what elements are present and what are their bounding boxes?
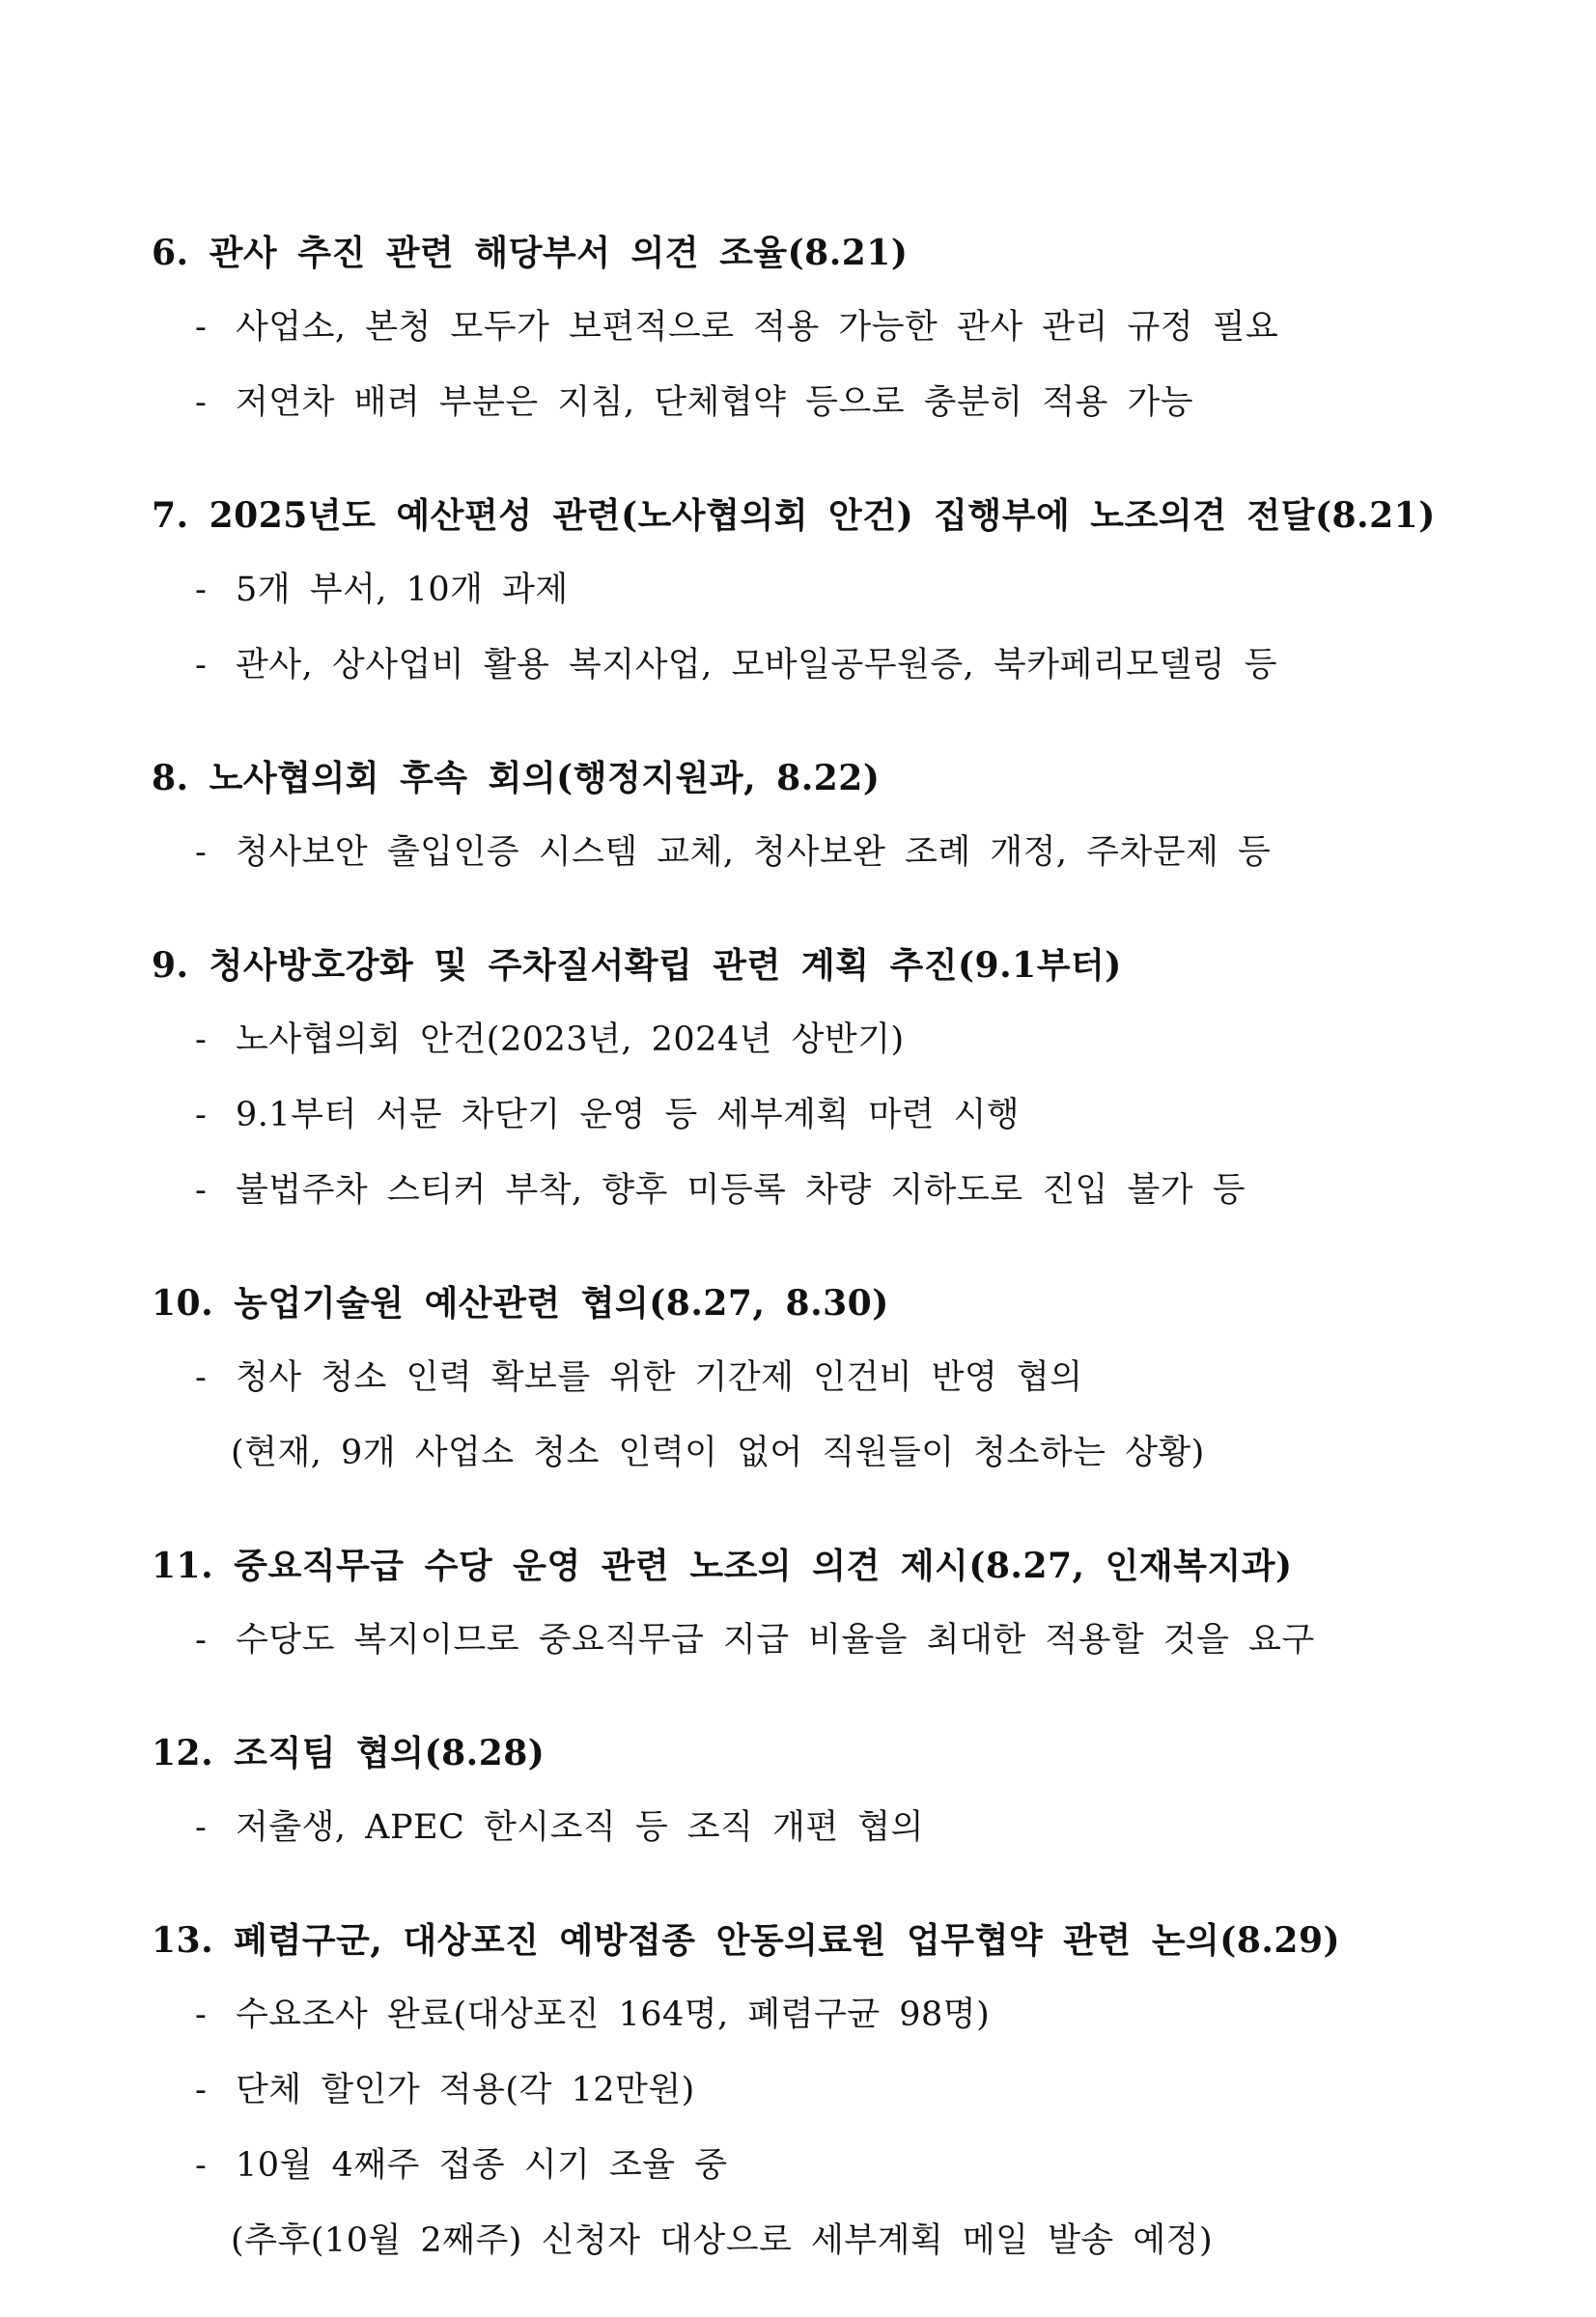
section-heading: 9. 청사방호강화 및 주차질서확립 관련 계획 추진(9.1부터) bbox=[152, 945, 1122, 986]
list-item bbox=[152, 290, 1503, 365]
bullet-dash: - bbox=[195, 2146, 208, 2185]
bullet-dash: - bbox=[195, 308, 208, 347]
section-11 bbox=[152, 1529, 1503, 1678]
bullet-dash: - bbox=[195, 1020, 208, 1059]
item-text: 저연차 배려 부분은 지침, 단체협약 등으로 충분히 적용 가능 bbox=[236, 383, 1194, 422]
section-8 bbox=[152, 741, 1503, 890]
item-text: 5개 부서, 10개 과제 bbox=[236, 571, 569, 609]
list-item bbox=[152, 1603, 1503, 1678]
section-12 bbox=[152, 1717, 1503, 1865]
list-item bbox=[152, 365, 1503, 440]
bullet-dash: - bbox=[195, 1096, 208, 1134]
list-item bbox=[152, 552, 1503, 628]
item-text: 노사협의회 안건(2023년, 2024년 상반기) bbox=[236, 1020, 905, 1059]
item-continuation: (현재, 9개 사업소 청소 인력이 없어 직원들이 청소하는 상황) bbox=[231, 1434, 1205, 1472]
list-item bbox=[152, 1077, 1503, 1153]
section-heading: 12. 조직팀 협의(8.28) bbox=[152, 1733, 546, 1773]
item-text: 10월 4째주 접종 시기 조율 중 bbox=[236, 2146, 728, 2185]
bullet-dash: - bbox=[195, 383, 208, 422]
bullet-dash: - bbox=[195, 1996, 208, 2034]
item-text: 사업소, 본청 모두가 보편적으로 적용 가능한 관사 관리 규정 필요 bbox=[236, 308, 1279, 347]
item-text: 관사, 상사업비 활용 복지사업, 모바일공무원증, 북카페리모델링 등 bbox=[236, 646, 1278, 684]
list-item bbox=[152, 2128, 1503, 2203]
list-item bbox=[152, 1790, 1503, 1865]
bullet-dash: - bbox=[195, 646, 208, 684]
item-text: 수당도 복지이므로 중요직무급 지급 비율을 최대한 적용할 것을 요구 bbox=[236, 1621, 1315, 1660]
list-item bbox=[152, 628, 1503, 703]
item-text: 청사보안 출입인증 시스템 교체, 청사보완 조례 개정, 주차문제 등 bbox=[236, 833, 1272, 872]
section-heading: 13. 폐렴구군, 대상포진 예방접종 안동의료원 업무협약 관련 논의(8.29) bbox=[152, 1920, 1341, 1961]
bullet-dash: - bbox=[195, 571, 208, 609]
section-heading: 6. 관사 추진 관련 해당부서 의견 조율(8.21) bbox=[152, 233, 909, 273]
bullet-dash: - bbox=[195, 1358, 208, 1397]
section-heading: 10. 농업기술원 예산관련 협의(8.27, 8.30) bbox=[152, 1283, 889, 1324]
list-item bbox=[152, 1340, 1503, 1415]
section-13 bbox=[152, 1904, 1503, 2278]
document-body bbox=[152, 216, 1503, 2317]
list-item bbox=[152, 1977, 1503, 2052]
list-item bbox=[152, 815, 1503, 890]
section-heading: 8. 노사협의회 후속 회의(행정지원과, 8.22) bbox=[152, 758, 881, 798]
section-6 bbox=[152, 216, 1503, 440]
item-text: 단체 할인가 적용(각 12만원) bbox=[236, 2071, 695, 2109]
section-7 bbox=[152, 479, 1503, 703]
bullet-dash: - bbox=[195, 1808, 208, 1847]
section-heading: 11. 중요직무급 수당 운영 관련 노조의 의견 제시(8.27, 인재복지과) bbox=[152, 1546, 1293, 1586]
list-item bbox=[152, 1002, 1503, 1077]
item-text: 불법주차 스티커 부착, 향후 미등록 차량 지하도로 진입 불가 등 bbox=[236, 1171, 1246, 1210]
item-text: 9.1부터 서문 차단기 운영 등 세부계획 마련 시행 bbox=[236, 1096, 1021, 1134]
section-9 bbox=[152, 929, 1503, 1228]
list-item bbox=[152, 1153, 1503, 1228]
item-text: 저출생, APEC 한시조직 등 조직 개편 협의 bbox=[236, 1808, 924, 1847]
bullet-dash: - bbox=[195, 1621, 208, 1660]
item-text: 수요조사 완료(대상포진 164명, 폐렴구균 98명) bbox=[236, 1996, 991, 2034]
item-continuation: (추후(10월 2째주) 신청자 대상으로 세부계획 메일 발송 예정) bbox=[231, 2221, 1214, 2260]
bullet-dash: - bbox=[195, 2071, 208, 2109]
item-text: 청사 청소 인력 확보를 위한 기간제 인건비 반영 협의 bbox=[236, 1358, 1083, 1397]
list-item bbox=[152, 2052, 1503, 2128]
section-heading: 7. 2025년도 예산편성 관련(노사협의회 안건) 집행부에 노조의견 전달(8.21) bbox=[152, 495, 1436, 536]
bullet-dash: - bbox=[195, 833, 208, 872]
bullet-dash: - bbox=[195, 1171, 208, 1210]
section-10 bbox=[152, 1267, 1503, 1491]
